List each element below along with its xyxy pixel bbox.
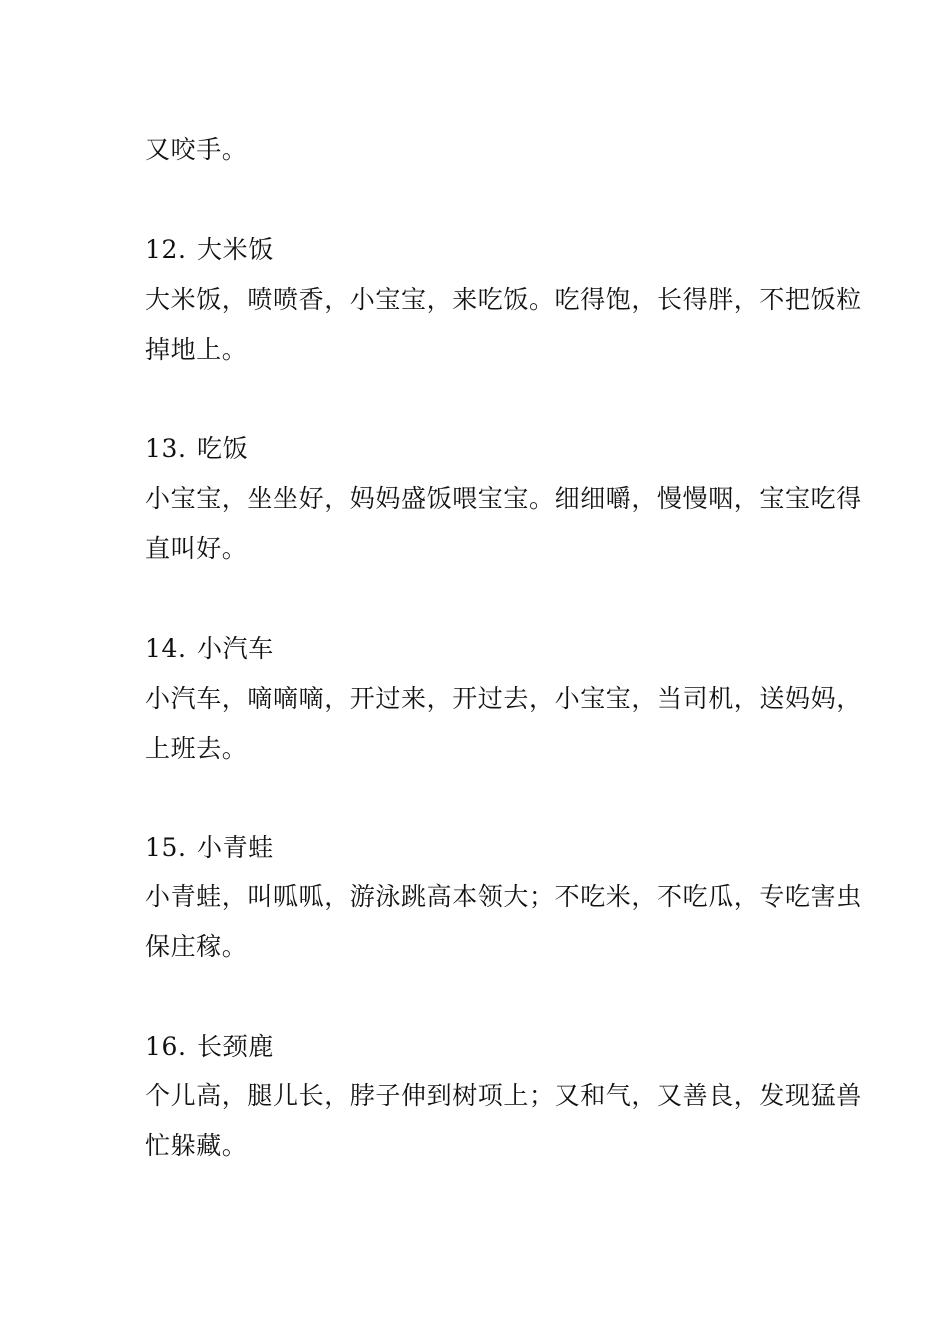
poem-body-line: 小宝宝，坐坐好，妈妈盛饭喂宝宝。细细嚼，慢慢咽，宝宝吃得 xyxy=(145,484,862,513)
poem-number: 15. xyxy=(145,833,187,862)
poem-title-13 xyxy=(145,434,825,464)
poem-body-line: 直叫好。 xyxy=(145,534,248,563)
poem-title-15 xyxy=(145,833,825,863)
poem-title-text: 长颈鹿 xyxy=(197,1032,274,1061)
continuation-line: 又咬手。 xyxy=(145,135,248,164)
poem-body-line: 个儿高，腿儿长，脖子伸到树项上；又和气，又善良，发现猛兽 xyxy=(145,1081,862,1110)
poem-body-line: 忙躲藏。 xyxy=(145,1131,248,1160)
poem-number: 13. xyxy=(145,434,187,463)
poem-title-text: 吃饭 xyxy=(197,434,249,463)
poem-title-text: 小青蛙 xyxy=(197,833,274,862)
poem-title-text: 大米饭 xyxy=(197,235,274,264)
poem-number: 16. xyxy=(145,1032,187,1061)
poem-body-line: 保庄稼。 xyxy=(145,932,248,961)
poem-number: 14. xyxy=(145,634,187,663)
poem-body-line: 小青蛙，叫呱呱，游泳跳高本领大；不吃米，不吃瓜，专吃害虫 xyxy=(145,882,862,911)
poem-body-line: 掉地上。 xyxy=(145,335,248,364)
poem-title-12 xyxy=(145,235,825,265)
poem-body-line: 上班去。 xyxy=(145,734,248,763)
poem-title-16 xyxy=(145,1032,825,1062)
poem-body-line: 大米饭，喷喷香，小宝宝，来吃饭。吃得饱，长得胖，不把饭粒 xyxy=(145,285,862,314)
poem-number: 12. xyxy=(145,235,187,264)
poem-body-line: 小汽车，嘀嘀嘀，开过来，开过去，小宝宝，当司机，送妈妈， xyxy=(145,684,862,713)
poem-title-text: 小汽车 xyxy=(197,634,274,663)
poem-title-14 xyxy=(145,634,825,664)
